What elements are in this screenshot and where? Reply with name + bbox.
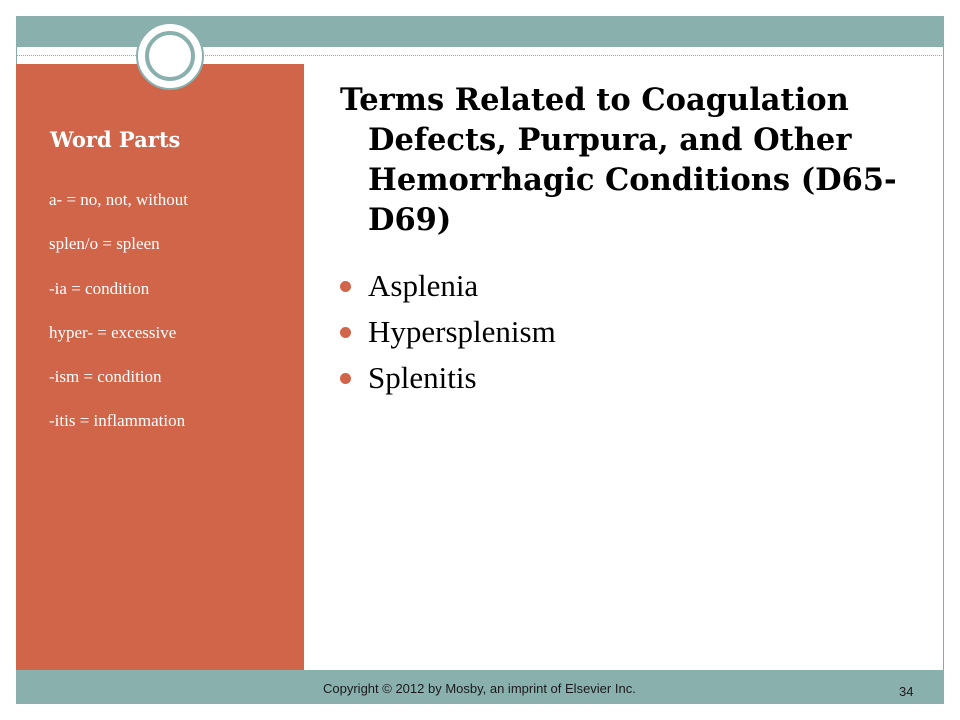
- copyright-text: Copyright © 2012 by Mosby, an imprint of Elsevier Inc.: [323, 681, 636, 696]
- word-part-item: hyper- = excessive: [49, 322, 177, 342]
- term-label: Splenitis: [368, 360, 477, 395]
- circle-ornament-inner-icon: [145, 31, 195, 81]
- bullet-icon: [340, 281, 351, 292]
- bullet-icon: [340, 373, 351, 384]
- slide-title: Terms Related to Coagulation Defects, Purpura, and Other Hemorrhagic Conditions (D65-D69): [340, 82, 897, 238]
- page-number: 34: [899, 684, 914, 699]
- word-part-item: -ism = condition: [49, 367, 162, 387]
- bullet-icon: [340, 327, 351, 338]
- term-label: Hypersplenism: [368, 314, 556, 349]
- term-item: [340, 263, 556, 309]
- word-part-item: -itis = inflammation: [49, 411, 186, 431]
- term-item: [340, 309, 556, 355]
- sidebar-title: Word Parts: [50, 127, 181, 152]
- word-part-item: a- = no, not, without: [49, 190, 188, 209]
- term-list: [340, 263, 556, 401]
- term-item: [340, 355, 556, 401]
- word-parts-list: [49, 189, 188, 455]
- term-label: Asplenia: [368, 268, 479, 303]
- word-part-item: splen/o = spleen: [49, 234, 160, 254]
- word-part-item: -ia = condition: [49, 278, 150, 298]
